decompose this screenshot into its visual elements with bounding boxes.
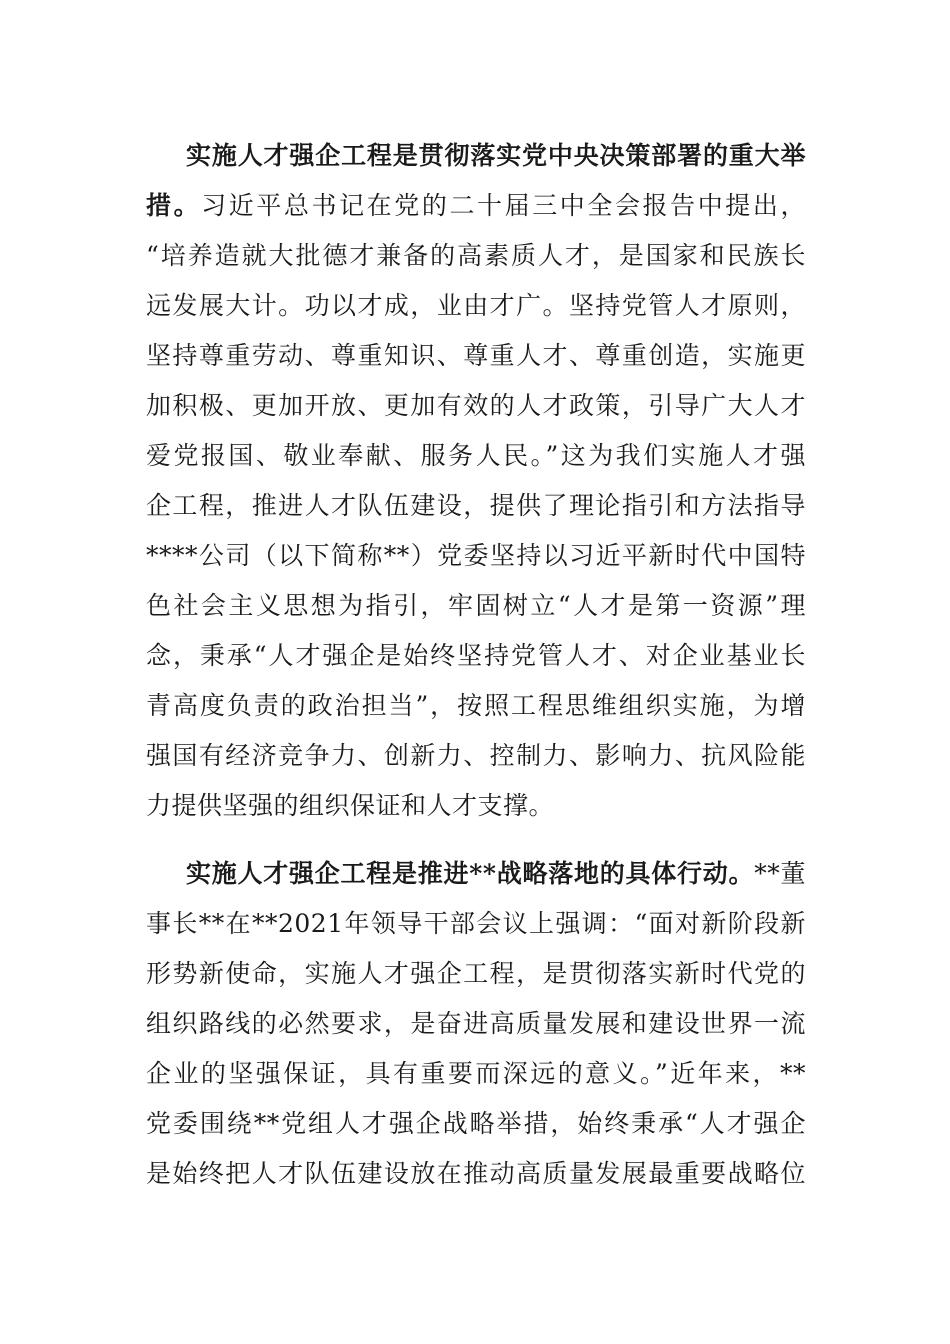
- text-line: [146, 131, 806, 181]
- body-text: 力提供坚强的组织保证和人才支撑。: [146, 791, 555, 820]
- body-text: “培养造就大批德才兼备的高素质人才，是国家和民族长: [146, 241, 806, 270]
- paragraph-1: [146, 131, 806, 831]
- body-text: 爱党报国、敬业奉献、服务人民。”这为我们实施人才强: [146, 441, 806, 470]
- body-text: 色社会主义思想为指引，牢固树立“人才是第一资源”理: [146, 591, 806, 620]
- text-line: [146, 731, 806, 781]
- text-line: [146, 1049, 806, 1099]
- body-text: 事长**在**2021年领导干部会议上强调：“面对新阶段新: [146, 909, 806, 938]
- text-line: [146, 331, 806, 381]
- body-text: **董: [754, 859, 806, 888]
- text-line: [146, 381, 806, 431]
- body-text: 坚持尊重劳动、尊重知识、尊重人才、尊重创造，实施更: [146, 341, 806, 370]
- body-text: 青高度负责的政治担当”，按照工程思维组织实施，为增: [146, 691, 806, 720]
- paragraph-2: [146, 849, 806, 1199]
- body-text: 企工程，推进人才队伍建设，提供了理论指引和方法指导: [146, 491, 806, 520]
- bold-heading: 实施人才强企工程是贯彻落实党中央决策部署的重大举: [186, 141, 806, 170]
- text-line: [146, 531, 806, 581]
- text-line: [146, 581, 806, 631]
- body-text: ****公司（以下简称**）党委坚持以习近平新时代中国特: [146, 541, 806, 570]
- text-line: [146, 231, 806, 281]
- text-line: [146, 681, 806, 731]
- text-line: [146, 899, 806, 949]
- body-text: 党委围绕**党组人才强企战略举措，始终秉承“人才强企: [146, 1109, 806, 1138]
- text-line: [146, 1149, 806, 1199]
- body-text: 加积极、更加开放、更加有效的人才政策，引导广大人才: [146, 391, 806, 420]
- body-text: 形势新使命，实施人才强企工程，是贯彻落实新时代党的: [146, 959, 806, 988]
- text-line: [146, 949, 806, 999]
- text-line: [146, 181, 806, 231]
- bold-heading: 措。: [146, 191, 202, 220]
- text-line: [146, 999, 806, 1049]
- body-text: 是始终把人才队伍建设放在推动高质量发展最重要战略位: [146, 1159, 806, 1188]
- text-line: [146, 781, 806, 831]
- bold-heading: 实施人才强企工程是推进**战略落地的具体行动。: [186, 859, 755, 888]
- body-text: 强国有经济竞争力、创新力、控制力、影响力、抗风险能: [146, 741, 806, 770]
- paragraph-spacer: [146, 831, 806, 849]
- text-line: [146, 281, 806, 331]
- text-line: [146, 849, 806, 899]
- document-body: [146, 131, 806, 1199]
- body-text: 习近平总书记在党的二十届三中全会报告中提出，: [201, 191, 806, 220]
- text-line: [146, 1099, 806, 1149]
- body-text: 念，秉承“人才强企是始终坚持党管人才、对企业基业长: [146, 641, 806, 670]
- body-text: 组织路线的必然要求，是奋进高质量发展和建设世界一流: [146, 1009, 806, 1038]
- body-text: 远发展大计。功以才成，业由才广。坚持党管人才原则，: [146, 291, 806, 320]
- text-line: [146, 631, 806, 681]
- text-line: [146, 431, 806, 481]
- text-line: [146, 481, 806, 531]
- body-text: 企业的坚强保证，具有重要而深远的意义。”近年来，**: [146, 1059, 806, 1088]
